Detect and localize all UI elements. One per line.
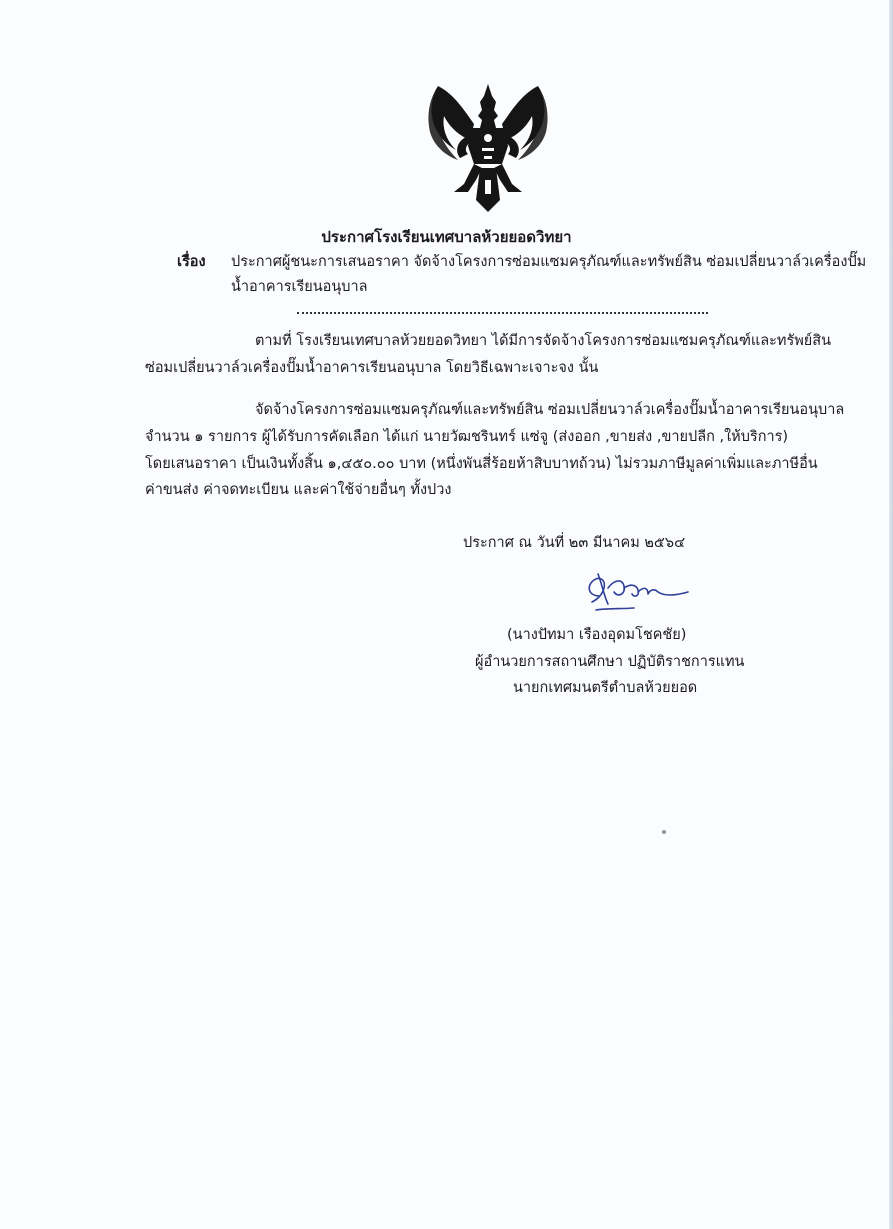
subject-label: เรื่อง (177, 254, 206, 270)
announcement-date: ประกาศ ณ วันที่ ๒๓ มีนาคม ๒๕๖๔ (463, 535, 686, 551)
paragraph-line: ซ่อมเปลี่ยนวาล์วเครื่องปั๊มน้ำอาคารเรียนอนุบาล โดยวิธีเฉพาะเจาะจง นั้น (145, 360, 599, 376)
dotted-divider (297, 306, 708, 314)
paragraph-line: จำนวน ๑ รายการ ผู้ได้รับการคัดเลือก ได้แก่ นายวัฒชรินทร์ แซ่จู (ส่งออก ,ขายส่ง ,ขายปลีก ,ให้บริการ) (145, 429, 789, 445)
signature (578, 566, 696, 618)
scan-speck (662, 830, 666, 834)
page-edge (889, 0, 893, 1229)
signer-name: (นางปัทมา เรืองอุดมโชคชัย) (507, 627, 687, 643)
subject-text-line: น้ำอาคารเรียนอนุบาล (231, 279, 368, 295)
garuda-emblem-icon (424, 80, 552, 214)
subject-text-line: ประกาศผู้ชนะการเสนอราคา จัดจ้างโครงการซ่อมแซมครุภัณฑ์และทรัพย์สิน ซ่อมเปลี่ยนวาล์วเครื่องปั๊ม (231, 254, 867, 270)
document-title: ประกาศโรงเรียนเทศบาลห้วยยอดวิทยา (321, 228, 572, 246)
signer-position: นายกเทศมนตรีตำบลห้วยยอด (513, 680, 698, 696)
paragraph-line: ค่าขนส่ง ค่าจดทะเบียน และค่าใช้จ่ายอื่นๆ ทั้งปวง (145, 482, 452, 498)
paragraph-line: ตามที่ โรงเรียนเทศบาลห้วยยอดวิทยา ได้มีการจัดจ้างโครงการซ่อมแซมครุภัณฑ์และทรัพย์สิน (255, 333, 832, 349)
signer-position: ผู้อำนวยการสถานศึกษา ปฏิบัติราชการแทน (475, 654, 745, 670)
paragraph-line: จัดจ้างโครงการซ่อมแซมครุภัณฑ์และทรัพย์สิน ซ่อมเปลี่ยนวาล์วเครื่องปั๊มน้ำอาคารเรียนอนุบาล (255, 402, 845, 418)
paragraph-line: โดยเสนอราคา เป็นเงินทั้งสิ้น ๑,๔๕๐.๐๐ บาท (หนึ่งพันสี่ร้อยห้าสิบบาทถ้วน) ไม่รวมภาษีมูลค่าเพิ่มและภาษีอื่น (145, 456, 818, 472)
